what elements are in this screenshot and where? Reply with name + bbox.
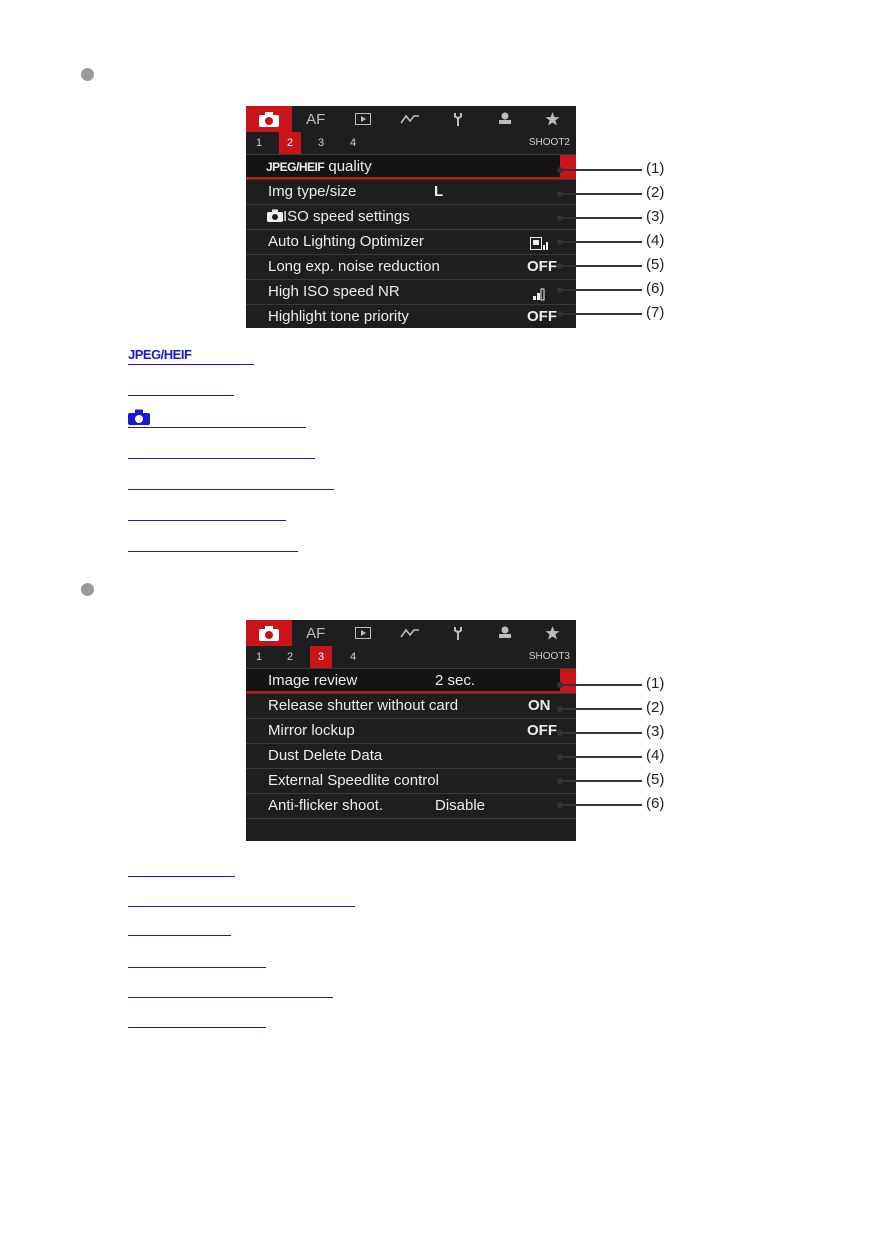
link-long-exp-nr[interactable]	[128, 471, 334, 490]
callout-line	[560, 169, 642, 171]
callout-line	[560, 804, 642, 806]
subtab-3[interactable]: 3	[310, 646, 332, 668]
menu-row-value: ON	[528, 697, 551, 714]
callout-number: (2)	[646, 184, 665, 201]
callout-line	[560, 780, 642, 782]
page-label: SHOOT2	[528, 137, 570, 148]
link-jpeg-heif-quality[interactable]	[128, 346, 254, 365]
link-image-review[interactable]	[128, 858, 235, 877]
link-highlight-tone[interactable]	[128, 533, 298, 552]
tab-shoot[interactable]	[246, 106, 292, 132]
callout-number: (6)	[646, 795, 665, 812]
callout-3	[560, 721, 670, 745]
tab-af-label: AF	[306, 624, 326, 642]
camera-icon	[259, 626, 279, 641]
menu-subtabs	[246, 132, 576, 154]
menu-row-value: OFF	[527, 722, 557, 739]
callout-6	[560, 278, 670, 302]
menu-row-label: High ISO speed NR	[268, 283, 400, 300]
callout-5	[560, 254, 670, 278]
bullet	[81, 68, 94, 81]
iso-label: ISO speed settings	[283, 208, 410, 225]
callout-number: (4)	[646, 747, 665, 764]
menu-row-value: Disable	[435, 797, 486, 814]
callout-number: (7)	[646, 304, 665, 321]
menu-row-label: Img type/size	[268, 183, 357, 200]
tab-custom[interactable]	[481, 106, 528, 132]
callout-number: (5)	[646, 256, 665, 273]
camera-menu-shoot2	[246, 106, 576, 328]
link-auto-lighting[interactable]	[128, 440, 315, 459]
play-icon	[355, 113, 371, 125]
callout-line	[560, 217, 642, 219]
tab-network[interactable]	[387, 620, 434, 646]
tab-mymenu[interactable]	[529, 106, 576, 132]
star-icon	[545, 112, 560, 126]
menu-tabs	[246, 106, 576, 132]
tab-shoot[interactable]	[246, 620, 292, 646]
callout-4	[560, 230, 670, 254]
bullet	[81, 583, 94, 596]
callout-line	[560, 684, 642, 686]
menu-row-image-review[interactable]	[246, 668, 576, 693]
quality-label: quality	[324, 158, 372, 175]
camera-icon	[267, 209, 283, 222]
subtab-1[interactable]: 1	[255, 137, 263, 149]
callout-4	[560, 745, 670, 769]
tab-network[interactable]	[387, 106, 434, 132]
menu-row-label: External Speedlite control	[268, 772, 439, 789]
callout-line	[560, 313, 642, 315]
link-anti-flicker[interactable]	[128, 1009, 266, 1028]
callout-line	[560, 732, 642, 734]
camera-icon	[259, 112, 279, 127]
link-mirror-lockup[interactable]	[128, 917, 231, 936]
tab-setup[interactable]	[434, 106, 481, 132]
menu-row-empty	[246, 818, 576, 841]
link-high-iso-nr[interactable]	[128, 502, 286, 521]
menu-row-dust-delete[interactable]	[246, 743, 576, 768]
menu-row-release-shutter[interactable]	[246, 693, 576, 718]
callout-number: (2)	[646, 699, 665, 716]
callout-number: (3)	[646, 723, 665, 740]
menu-row-highlight-tone[interactable]	[246, 304, 576, 328]
subtab-1[interactable]: 1	[255, 651, 263, 663]
menu-row-label: Auto Lighting Optimizer	[268, 233, 424, 250]
jpeg-heif-label: JPEG/HEIF	[266, 160, 325, 174]
subtab-4[interactable]: 4	[349, 651, 357, 663]
menu-row-mirror-lockup[interactable]	[246, 718, 576, 743]
link-img-type-size[interactable]	[128, 377, 234, 396]
menu-row-value: OFF	[527, 308, 557, 325]
tab-playback[interactable]	[339, 106, 386, 132]
callout-number: (1)	[646, 675, 665, 692]
menu-row-label: Mirror lockup	[268, 722, 355, 739]
subtab-3[interactable]: 3	[317, 137, 325, 149]
callout-number: (1)	[646, 160, 665, 177]
callout-7	[560, 302, 670, 326]
callout-number: (3)	[646, 208, 665, 225]
camera-icon	[128, 409, 150, 425]
person-icon	[498, 626, 512, 640]
callout-6	[560, 793, 670, 817]
menu-row-label: Image review	[268, 672, 358, 689]
person-icon	[498, 112, 512, 126]
menu-row-label	[267, 205, 410, 229]
menu-row-jpeg-quality[interactable]	[246, 154, 576, 179]
callout-number: (5)	[646, 771, 665, 788]
tab-af[interactable]	[292, 620, 339, 646]
menu-row-value: 2 sec.	[435, 672, 476, 689]
wave-icon	[400, 627, 420, 639]
link-prefix: JPEG/HEIF	[128, 347, 192, 362]
callout-2	[560, 697, 670, 721]
menu-row-label: Dust Delete Data	[268, 747, 383, 764]
callout-5	[560, 769, 670, 793]
tab-playback[interactable]	[339, 620, 386, 646]
callout-2	[560, 182, 670, 206]
wave-icon	[400, 113, 420, 125]
star-icon	[545, 626, 560, 640]
menu-tabs	[246, 620, 576, 646]
menu-row-auto-lighting[interactable]	[246, 229, 576, 254]
callout-line	[560, 708, 642, 710]
menu-row-value: OFF	[527, 258, 557, 275]
menu-row-speedlite[interactable]	[246, 768, 576, 793]
tab-custom[interactable]	[481, 620, 528, 646]
menu-row-label	[266, 155, 372, 179]
menu-row-anti-flicker[interactable]	[246, 793, 576, 818]
callout-number: (4)	[646, 232, 665, 249]
link-release-shutter[interactable]	[128, 888, 355, 907]
wrench-icon	[452, 626, 464, 640]
callout-1	[560, 673, 670, 697]
link-dust-delete[interactable]	[128, 949, 266, 968]
callout-line	[560, 289, 642, 291]
menu-row-high-iso-nr[interactable]	[246, 279, 576, 304]
play-icon	[355, 627, 371, 639]
callout-line	[560, 193, 642, 195]
menu-row-long-exp-nr[interactable]	[246, 254, 576, 279]
link-speedlite[interactable]	[128, 979, 333, 998]
subtab-2[interactable]: 2	[279, 132, 301, 154]
tab-af-label: AF	[306, 110, 326, 128]
menu-row-label: Anti-flicker shoot.	[268, 797, 384, 814]
menu-row-value: L	[434, 183, 444, 200]
page-label: SHOOT3	[528, 651, 570, 662]
callout-line	[560, 265, 642, 267]
wrench-icon	[452, 112, 464, 126]
callout-number: (6)	[646, 280, 665, 297]
subtab-2[interactable]: 2	[286, 651, 294, 663]
tab-setup[interactable]	[434, 620, 481, 646]
tab-mymenu[interactable]	[529, 620, 576, 646]
callout-3	[560, 206, 670, 230]
menu-row-label: Release shutter without card	[268, 697, 459, 714]
menu-row-label: Highlight tone priority	[268, 308, 409, 325]
camera-menu-shoot3	[246, 620, 576, 841]
subtab-4[interactable]: 4	[349, 137, 357, 149]
callout-line	[560, 756, 642, 758]
menu-row-label: Long exp. noise reduction	[268, 258, 440, 275]
callout-1	[560, 158, 670, 182]
callout-line	[560, 241, 642, 243]
menu-subtabs	[246, 646, 576, 668]
tab-af[interactable]	[292, 106, 339, 132]
menu-row-img-type-size[interactable]	[246, 179, 576, 204]
link-iso-speed[interactable]	[128, 409, 306, 428]
menu-row-iso-speed[interactable]	[246, 204, 576, 229]
